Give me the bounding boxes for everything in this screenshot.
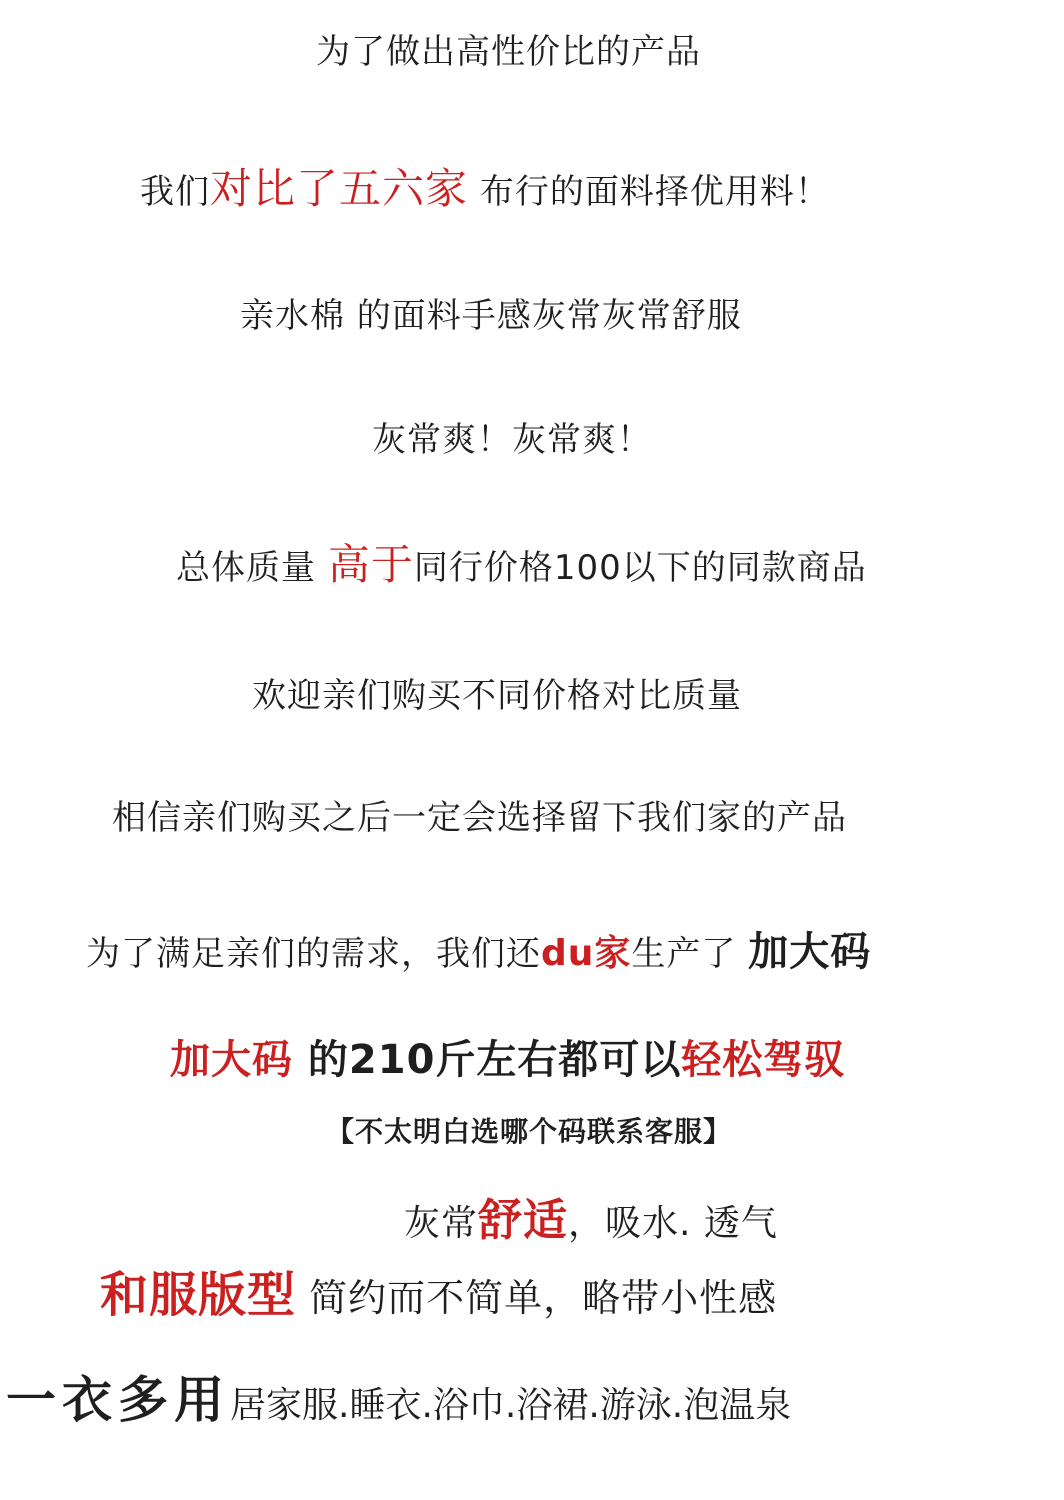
line-comfort-highlight: 舒适 bbox=[478, 1195, 569, 1246]
line-multi-use-big: 一衣多用 bbox=[6, 1371, 230, 1429]
line-quality-highlight: 高于 bbox=[327, 540, 414, 589]
line-cool: 灰常爽！灰常爽！ bbox=[372, 420, 652, 460]
line-plus-size-weight: 的210斤左右都可以 bbox=[293, 1037, 682, 1083]
line-plus-size-label: 加大码 bbox=[170, 1037, 293, 1083]
line-intro: 为了做出高性价比的产品 bbox=[316, 32, 701, 72]
line-plus-size-intro bbox=[86, 920, 871, 977]
line-compare bbox=[140, 156, 830, 216]
line-plus-size-easy: 轻松驾驭 bbox=[681, 1037, 846, 1083]
line-plus-size-mid: 生产了 bbox=[631, 934, 737, 974]
line-comfort bbox=[404, 1184, 778, 1248]
line-kimono-highlight: 和服版型 bbox=[100, 1267, 297, 1323]
line-compare-post: 布行的面料择优用料！ bbox=[479, 172, 830, 212]
line-quality-pre: 总体质量 bbox=[176, 548, 328, 588]
line-comfort-pre: 灰常 bbox=[404, 1203, 479, 1244]
line-compare-pre: 我们 bbox=[140, 172, 210, 212]
line-contact-service: 【不太明白选哪个码联系客服】 bbox=[326, 1115, 733, 1148]
line-quality-post: 同行价格100以下的同款商品 bbox=[413, 548, 867, 588]
line-compare-highlight: 对比了五六家 bbox=[210, 164, 469, 213]
line-fabric: 亲水棉 的面料手感灰常灰常舒服 bbox=[240, 296, 742, 336]
line-kimono-post: 简约而不简单，略带小性感 bbox=[296, 1276, 778, 1320]
line-plus-size-fit bbox=[170, 1028, 845, 1085]
line-comfort-post: ，吸水. 透气 bbox=[568, 1203, 778, 1244]
line-quality bbox=[176, 532, 867, 592]
line-plus-size-pre: 为了满足亲们的需求，我们还 bbox=[86, 934, 541, 974]
line-kimono-style bbox=[100, 1256, 777, 1325]
line-welcome: 欢迎亲们购买不同价格对比质量 bbox=[252, 676, 742, 716]
line-believe: 相信亲们购买之后一定会选择留下我们家的产品 bbox=[112, 798, 847, 838]
line-multi-use-post: 居家服.睡衣.浴巾.浴裙.游泳.泡温泉 bbox=[230, 1385, 792, 1426]
line-plus-size-big: 加大码 bbox=[748, 929, 872, 975]
line-multi-use bbox=[6, 1360, 791, 1432]
line-plus-size-exclusive: du家 bbox=[541, 933, 632, 974]
